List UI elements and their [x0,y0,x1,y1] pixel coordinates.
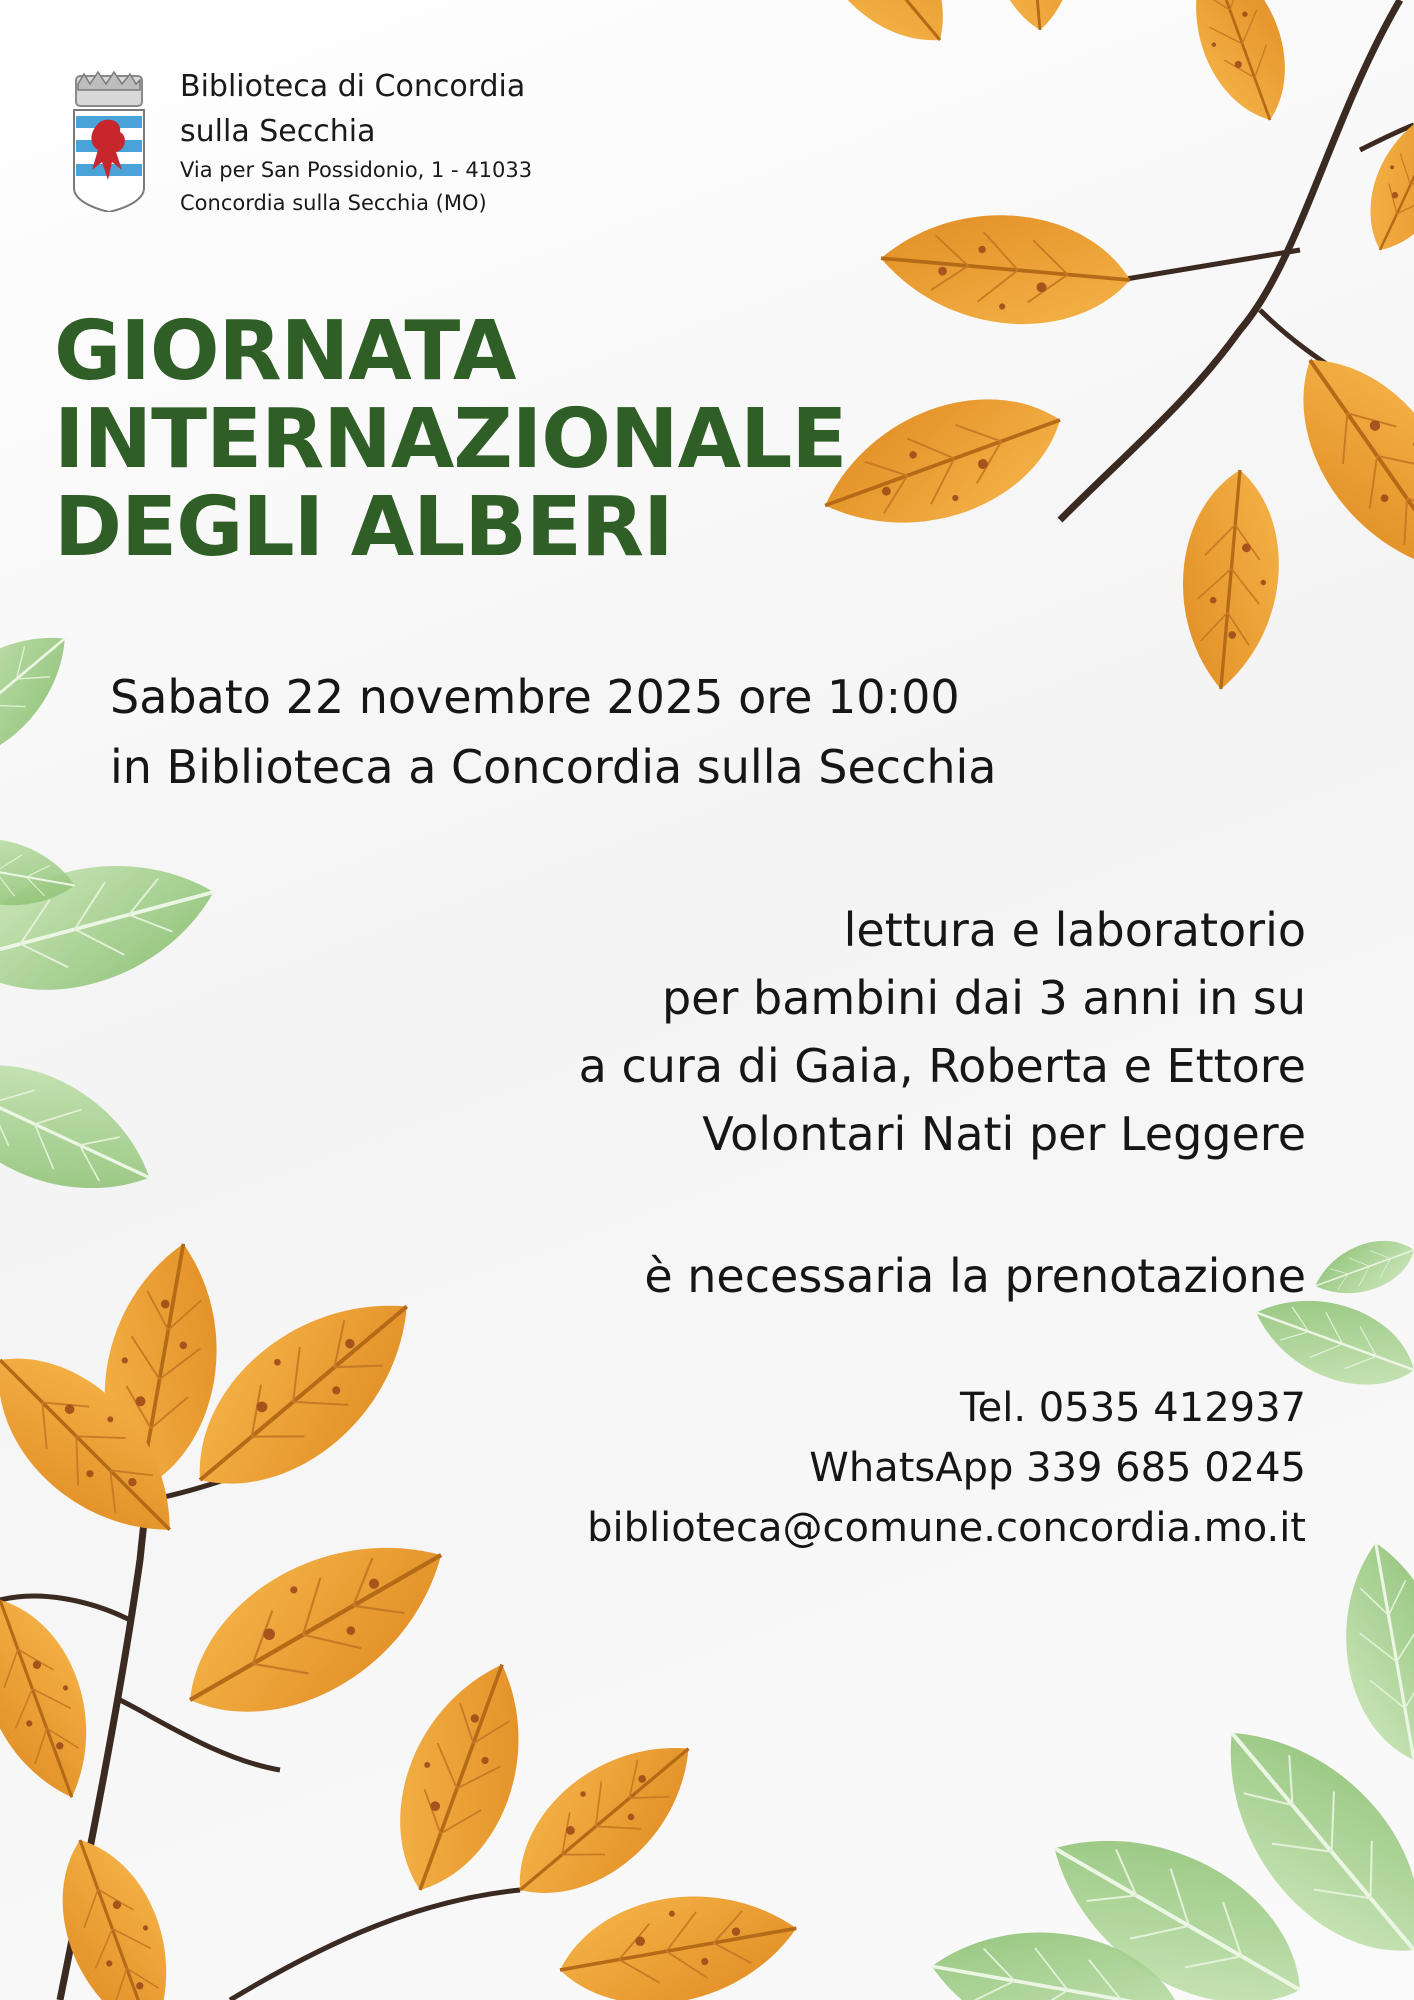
contact-phone: Tel. 0535 412937 [960,1385,1306,1431]
booking-notice: è necessaria la prenotazione [644,1249,1306,1303]
library-address [180,154,600,220]
address-line1: Via per San Possidonio, 1 - 41033 [180,158,533,182]
details-line1: lettura e laboratorio [843,903,1306,957]
event-details [406,896,1306,1168]
library-name [180,64,600,154]
contacts [406,1378,1306,1558]
address-line2: Concordia sulla Secchia (MO) [180,191,487,215]
event-when-where [110,662,1160,802]
contact-whatsapp: WhatsApp 339 685 0245 [809,1445,1306,1491]
title-line2: INTERNAZIONALE [54,392,847,487]
event-location: in Biblioteca a Concordia sulla Secchia [110,740,997,794]
library-name-line2: sulla Secchia [180,114,376,149]
details-line2: per bambini dai 3 anni in su [661,971,1306,1025]
title-line3: DEGLI ALBERI [54,480,673,575]
contact-email: biblioteca@comune.concordia.mo.it [587,1505,1306,1551]
municipal-coat-of-arms-icon [70,70,148,212]
details-line3: a cura di Gaia, Roberta e Ettore [578,1039,1306,1093]
library-name-line1: Biblioteca di Concordia [180,69,526,104]
details-line4: Volontari Nati per Leggere [702,1107,1306,1161]
title-line1: GIORNATA [54,304,516,399]
page-title [54,304,854,575]
event-date-time: Sabato 22 novembre 2025 ore 10:00 [110,670,960,724]
